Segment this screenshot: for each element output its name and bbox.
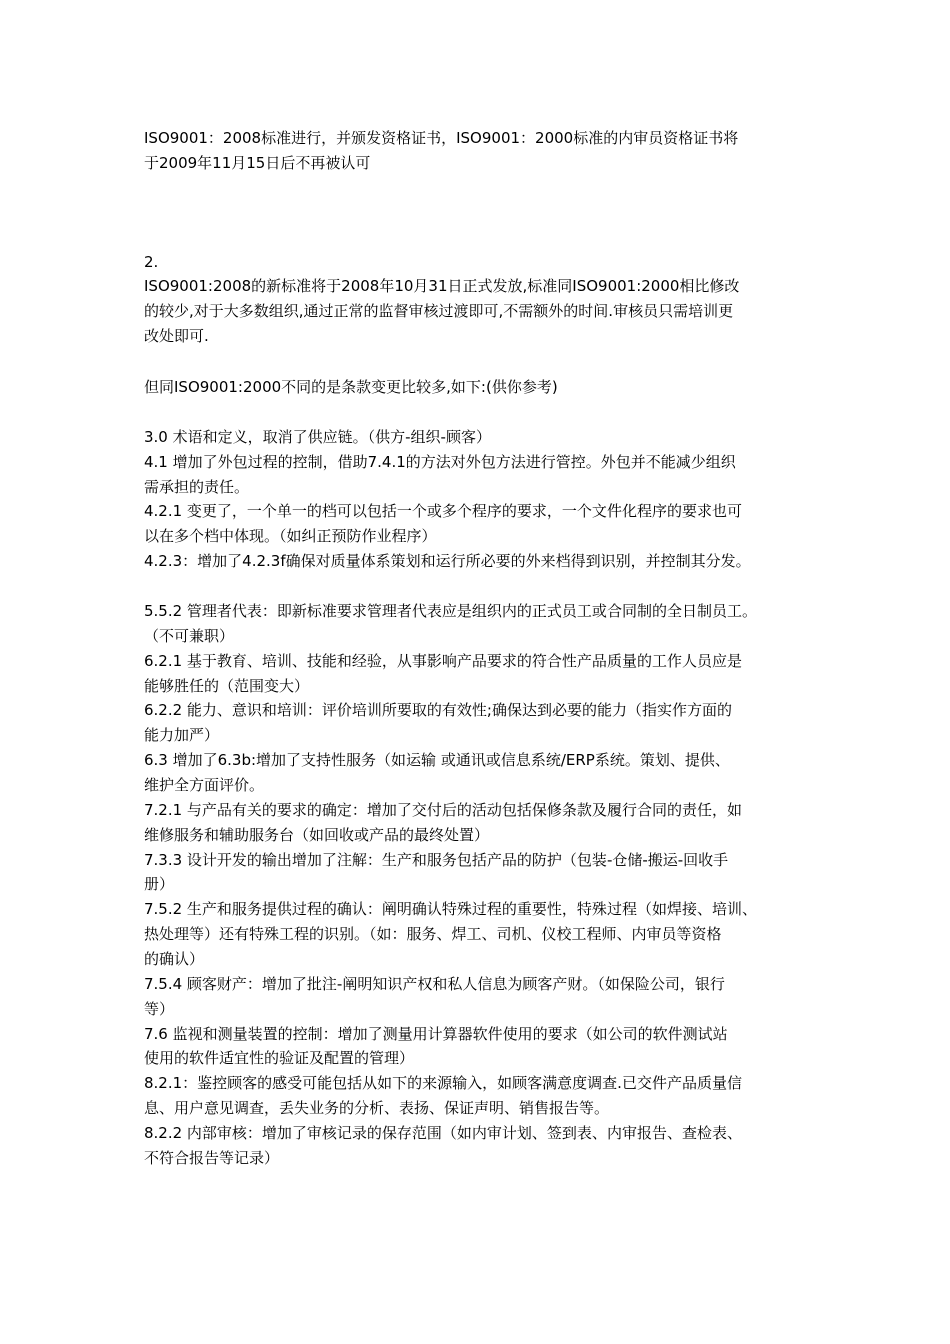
clause-7-5-2: 7.5.2 生产和服务提供过程的确认：阐明确认特殊过程的重要性，特殊过程（如焊接、培训、: [144, 900, 757, 918]
clause-5-5-2-cont: （不可兼职）: [144, 627, 235, 645]
clause-6-3: 6.3 增加了6.3b:增加了支持性服务（如运输 或通讯或信息系统/ERP系统。策划、提供、: [144, 751, 730, 769]
text-line-7: 但同ISO9001:2000不同的是条款变更比较多,如下:(供你参考): [144, 378, 558, 396]
clause-7-2-1: 7.2.1 与产品有关的要求的确定：增加了交付后的活动包括保修条款及履行合同的责任，如: [144, 801, 742, 819]
text-line-6: 改处即可.: [144, 327, 209, 345]
clause-4-2-3: 4.2.3：增加了4.2.3f确保对质量体系策划和运行所必要的外来档得到识别，并控制其分发。: [144, 552, 751, 570]
clause-7-5-2-cont-1: 热处理等）还有特殊工程的识别。（如：服务、焊工、司机、仪校工程师、内审员等资格: [144, 925, 722, 943]
clause-7-6-cont: 使用的软件适宜性的验证及配置的管理）: [144, 1049, 415, 1067]
section-number-2: 2.: [144, 253, 159, 271]
clause-5-5-2: 5.5.2 管理者代表：即新标准要求管理者代表应是组织内的正式员工或合同制的全日制员工。: [144, 602, 757, 620]
clause-4-1: 4.1 增加了外包过程的控制，借助7.4.1的方法对外包方法进行管控。外包并不能减少组织: [144, 453, 736, 471]
clause-7-2-1-cont: 维修服务和辅助服务台（如回收或产品的最终处置）: [144, 826, 490, 844]
clause-4-2-1-cont: 以在多个档中体现。（如纠正预防作业程序）: [144, 527, 437, 545]
clause-6-2-1-cont: 能够胜任的（范围变大）: [144, 677, 310, 695]
clause-7-3-3-cont: 册）: [144, 875, 175, 893]
clause-6-2-2-cont: 能力加严）: [144, 726, 220, 744]
clause-8-2-1: 8.2.1：鉴控顾客的感受可能包括从如下的来源输入，如顾客满意度调查.已交件产品质量信: [144, 1074, 742, 1092]
clause-7-5-4-cont: 等）: [144, 1000, 175, 1018]
clause-6-2-2: 6.2.2 能力、意识和培训：评价培训所要取的有效性;确保达到必要的能力（指实作方面的: [144, 701, 732, 719]
clause-4-2-1: 4.2.1 变更了，一个单一的档可以包括一个或多个程序的要求，一个文件化程序的要求也可: [144, 502, 742, 520]
clause-7-5-2-cont-2: 的确认）: [144, 950, 205, 968]
clause-6-2-1: 6.2.1 基于教育、培训、技能和经验，从事影响产品要求的符合性产品质量的工作人员应是: [144, 652, 742, 670]
clause-4-1-cont: 需承担的责任。: [144, 478, 250, 496]
clause-8-2-2: 8.2.2 内部审核：增加了审核记录的保存范围（如内审计划、签到表、内审报告、查检表、: [144, 1124, 742, 1142]
text-line-2: 于2009年11月15日后不再被认可: [144, 154, 371, 172]
clause-6-3-cont: 维护全方面评价。: [144, 776, 265, 794]
clause-7-3-3: 7.3.3 设计开发的输出增加了注解：生产和服务包括产品的防护（包装-仓储-搬运-回收手: [144, 851, 729, 869]
clause-7-6: 7.6 监视和测量装置的控制：增加了测量用计算器软件使用的要求（如公司的软件测试站: [144, 1025, 728, 1043]
text-line-4: ISO9001:2008的新标准将于2008年10月31日正式发放,标准同ISO9001:2000相比修改: [144, 277, 740, 295]
clause-8-2-1-cont: 息、用户意见调查，丢失业务的分析、表扬、保证声明、销售报告等。: [144, 1099, 610, 1117]
clause-8-2-2-cont: 不符合报告等记录）: [144, 1149, 280, 1167]
clause-7-5-4: 7.5.4 顾客财产：增加了批注-阐明知识产权和私人信息为顾客产财。（如保险公司，银行: [144, 975, 725, 993]
clause-3-0: 3.0 术语和定义，取消了供应链。（供方-组织-顾客）: [144, 428, 491, 446]
text-line-5: 的较少,对于大多数组织,通过正常的监督审核过渡即可,不需额外的时间.审核员只需培训更: [144, 302, 734, 320]
text-line-1: ISO9001：2008标准进行，并颁发资格证书，ISO9001：2000标准的内审员资格证书将: [144, 129, 739, 147]
